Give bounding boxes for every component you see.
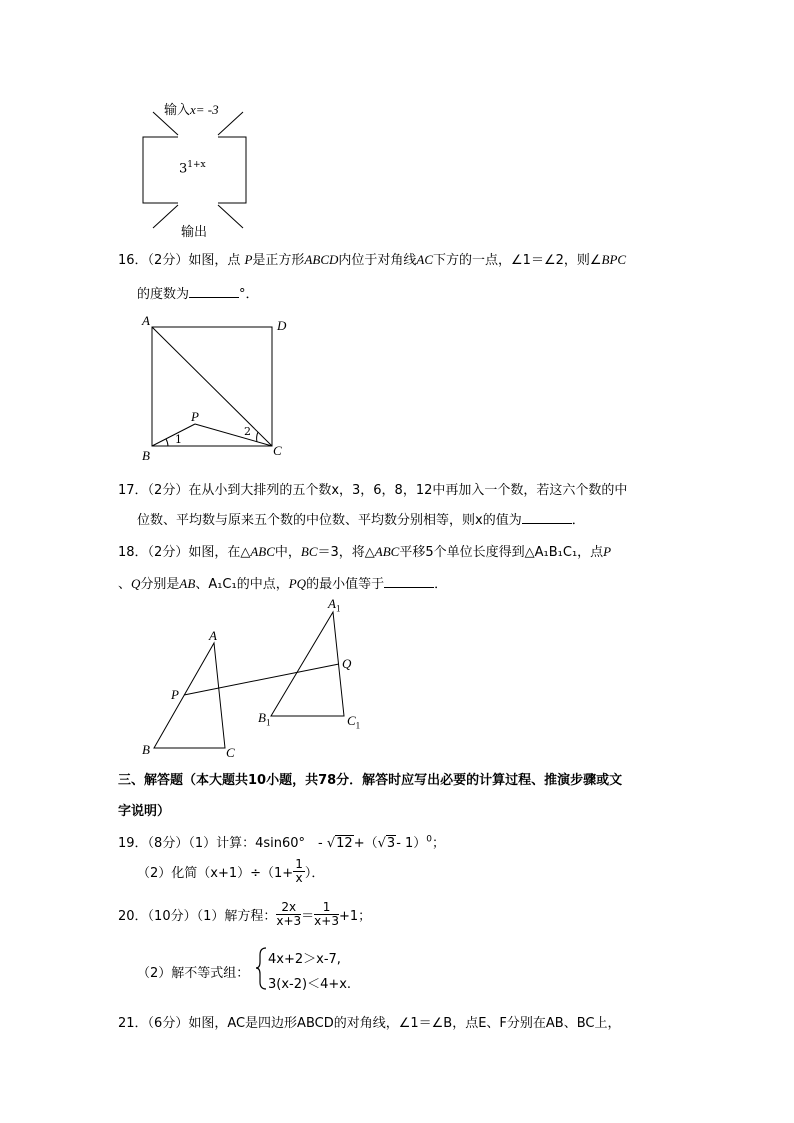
q19-line2: （2）化简（x+1）÷（1+ $\frac{1}{x}$ ）． [137, 857, 325, 885]
q16-label-b: B [142, 448, 150, 463]
sqrt-12: √12 [326, 836, 353, 851]
q20-inequality-2: 3(x-2)＜4+x. [268, 977, 352, 992]
section3-heading: 三、解答题（本大题共10小题，共78分．解答时应写出必要的计算过程、推演步骤或文 [118, 773, 623, 788]
q20-inequality-1: 4x+2＞x-7, [268, 952, 341, 967]
q18-label-c1: $C_1$ [347, 713, 361, 731]
q17-line2: 位数、平均数与原来五个数的中位数、平均数分别相等，则x的值为 ． [137, 513, 585, 528]
q16-label-p: P [191, 409, 199, 424]
q20-fraction-2: $\frac{1}{x+3}$ [314, 900, 339, 928]
q20-fraction-1: $\frac{2x}{x+3}$ [276, 900, 302, 928]
q16-label-2: 2 [244, 425, 251, 438]
q21-line1: 21．（6分）如图，AC是四边形ABCD的对角线，∠1＝∠B，点E、F分别在AB、BC上， [118, 1016, 621, 1031]
q18-label-a: A [209, 628, 217, 643]
flow-box-expr: $3^{1+x}$ [179, 160, 206, 177]
q19-fraction: $\frac{1}{x}$ [295, 857, 303, 885]
q19-line1: 19．（8分）（1）计算：4sin60° - √12+（√3- 1）$^0$； [118, 834, 446, 851]
q18-label-c: C [226, 745, 235, 760]
sqrt-3: √3 [377, 836, 396, 851]
q17-line1: 17．（2分）在从小到大排列的五个数x，3，6，8，12中再加入一个数，若这六个数的中 [118, 483, 628, 498]
q18-label-b: B [142, 742, 150, 757]
section3-heading-cont: 字说明） [118, 804, 171, 819]
q16-label-a: A [142, 313, 150, 328]
flow-output-label: 输出 [181, 225, 208, 240]
flow-input-label: 输入x= -3 [164, 102, 219, 118]
q18-line2: 、Q分别是AB、A₁C₁的中点，PQ的最小值等于 ． [118, 576, 448, 592]
q16-label-1: 1 [175, 433, 182, 446]
q16-label-c: C [273, 443, 282, 458]
q18-line1: 18．（2分）如图，在△ABC中，BC＝3，将△ABC平移5个单位长度得到△A₁B₁C₁，点P [118, 544, 612, 560]
q18-label-p: P [171, 687, 179, 702]
q18-label-a1: $A_1$ [328, 596, 341, 614]
q16-line1: 16．（2分）如图，点 P是正方形ABCD内位于对角线AC下方的一点，∠1＝∠2，则∠BPC [118, 252, 627, 268]
q20-line2-label: （2）解不等式组： [137, 966, 250, 981]
q16-label-d: D [277, 318, 287, 333]
q20-line1: 20．（10分）（1）解方程： $\frac{2x}{x+3}$ ＝ $\frac{1}{x+3}$ +1； [118, 900, 372, 928]
q18-label-q: Q [342, 656, 352, 671]
q16-line2: 的度数为 °． [137, 287, 259, 302]
q18-label-b1: $B_1$ [258, 710, 271, 728]
